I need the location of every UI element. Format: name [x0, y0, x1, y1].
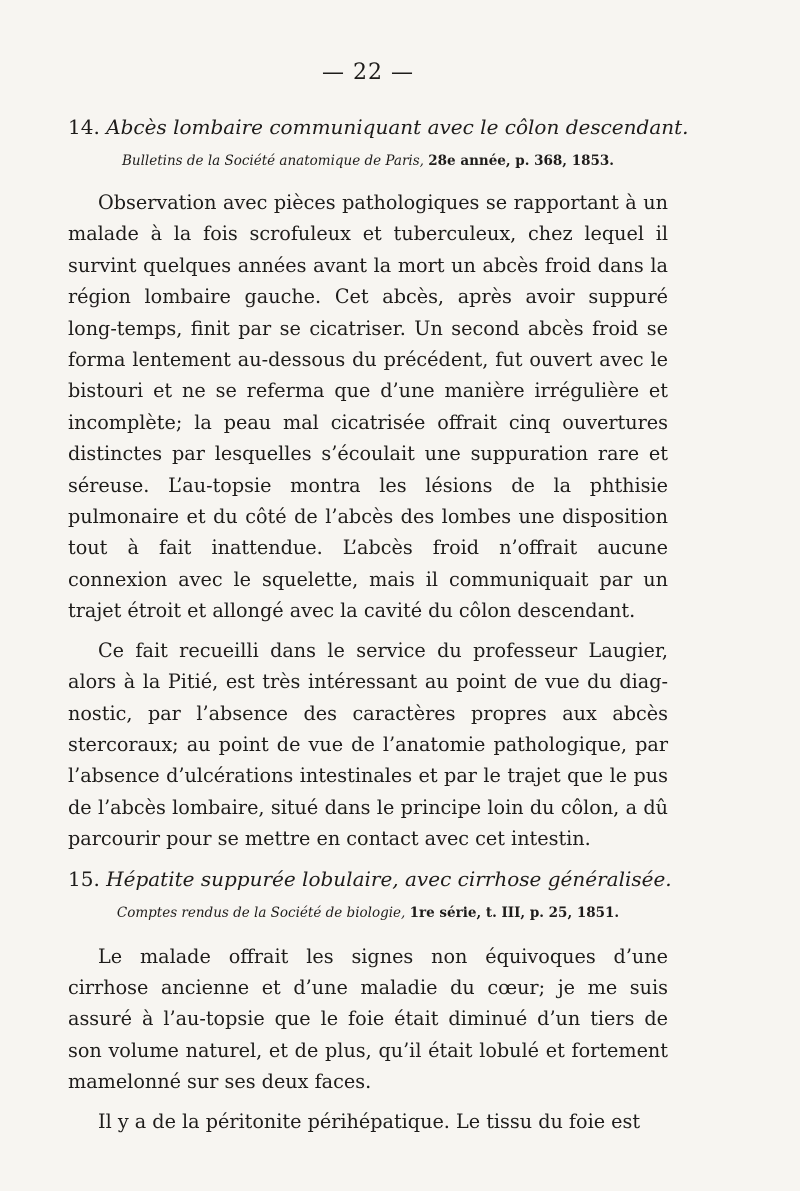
entry-number: 15. — [68, 866, 100, 891]
paragraph: Observation avec pièces pathologiques se rapportant à un malade à la fois scrofuleux et tuberculeux, chez lequel il survint quelques années avant la mort un abcès froid dans la région lombaire gauche. Cet abcès, après avoir suppuré long-temps, finit par se cicatriser. Un second abcès froid se forma lentement au-dessous du précédent, fut ouvert avec le bistouri et ne se referma que d’une manière irrégulière et incomplète; la peau mal cicatrisée offrait cinq ouvertures distinctes par lesquelles s’écoulait une suppuration rare et séreuse. L’au-topsie montra les lésions de la phthisie pulmonaire et du côté de l’abcès des lombes une disposition tout à fait inattendue. L’abcès froid n’offrait aucune connexion avec le squelette, mais il communiquait par un trajet étroit et allongé avec la cavité du côlon descendant. — [68, 191, 668, 623]
paragraph: Ce fait recueilli dans le service du professeur Laugier, alors à la Pitié, est très intéressant au point de vue du diag-nostic, par l’absence des caractères propres aux abcès stercoraux; au point de vue de l’anatomie pathologique, par l’absence d’ulcérations intestinales et par le trajet que le pus de l’abcès lombaire, situé dans le principe loin du côlon, a dû parcourir pour se mettre en contact avec cet intestin. — [68, 638, 668, 851]
page-number: — 22 — — [322, 60, 414, 85]
entry-14 — [68, 115, 689, 855]
paragraph: Il y a de la péritonite périhépatique. Le tissu du foie est — [98, 1109, 641, 1133]
citation-details: 1re série, t. III, p. 25, 1851. — [409, 904, 620, 921]
entry-title-text: Abcès lombaire communiquant avec le côlon descendant. — [106, 115, 689, 139]
entry-title — [68, 866, 672, 891]
citation — [68, 905, 668, 921]
entry-title-text: Hépatite suppurée lobulaire, avec cirrhose généralisée. — [106, 866, 672, 891]
entry-15 — [68, 866, 672, 1137]
citation — [68, 153, 668, 169]
entry-title — [68, 115, 689, 139]
citation-source: Bulletins de la Société anatomique de Paris, — [122, 153, 424, 169]
entry-number: 14. — [68, 115, 100, 139]
document-page — [68, 60, 689, 1145]
citation-details: 28e année, p. 368, 1853. — [428, 153, 614, 169]
paragraph: Le malade offrait les signes non équivoques d’une cirrhose ancienne et d’une maladie du cœur; je me suis assuré à l’au-topsie que le foie était diminué d’un tiers de son volume naturel, et de plus, qu’il était lobulé et fortement mamelonné sur ses deux faces. — [68, 944, 668, 1094]
citation-source: Comptes rendus de la Société de biologie, — [116, 904, 406, 921]
